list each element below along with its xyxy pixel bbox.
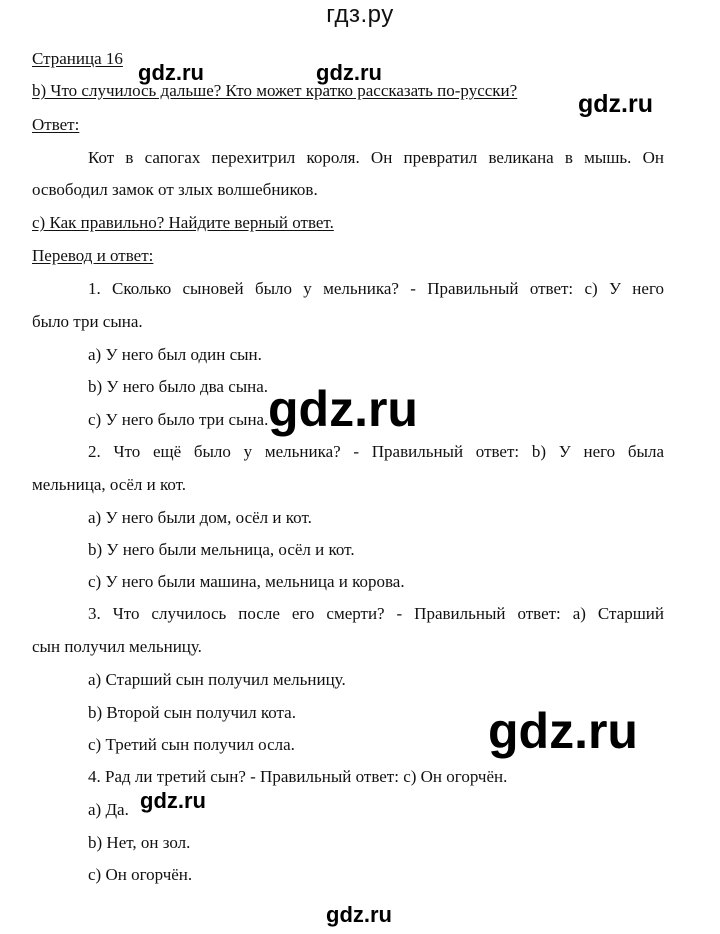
item-4-question: 4. Рад ли третий сын? - Правильный ответ: c) Он огорчён. xyxy=(88,767,508,786)
answer-label: Ответ: xyxy=(32,115,80,134)
item-4-option-b: b) Нет, он зол. xyxy=(88,833,191,852)
item-1-option-c: c) У него было три сына. xyxy=(88,410,269,429)
watermark-logo: gdz.ru xyxy=(488,703,638,759)
watermark-logo: gdz.ru xyxy=(140,788,206,813)
item-3-option-b: b) Второй сын получил кота. xyxy=(88,703,296,722)
answer-text-line2: освободил замок от злых волшебников. xyxy=(32,180,318,199)
question-c: c) Как правильно? Найдите верный ответ. xyxy=(32,213,334,232)
item-1-option-a: a) У него был один сын. xyxy=(88,345,262,364)
item-4-option-c: c) Он огорчён. xyxy=(88,865,193,884)
watermark-logo: gdz.ru xyxy=(578,90,653,118)
watermark-logo: gdz.ru xyxy=(268,381,418,437)
item-2-option-b: b) У него были мельница, осёл и кот. xyxy=(88,540,355,559)
item-3-option-c: c) Третий сын получил осла. xyxy=(88,735,295,754)
item-1-question-cont: было три сына. xyxy=(32,312,143,331)
item-4-option-a: a) Да. xyxy=(88,800,129,819)
watermark-logo: gdz.ru xyxy=(316,60,382,85)
site-header: гдз.ру xyxy=(326,1,394,28)
item-2-question-cont: мельница, осёл и кот. xyxy=(32,475,187,494)
question-b: b) Что случилось дальше? Кто может кратко рассказать по-русски? xyxy=(32,81,518,100)
item-2-option-a: a) У него были дом, осёл и кот. xyxy=(88,508,312,527)
item-1-option-b: b) У него было два сына. xyxy=(88,377,269,396)
translation-label: Перевод и ответ: xyxy=(32,246,154,265)
item-2-question: 2. Что ещё было у мельника? - Правильный ответ: b) У него была xyxy=(88,442,664,461)
watermark-logo: gdz.ru xyxy=(326,902,392,927)
answer-text-line1: Кот в сапогах перехитрил короля. Он превратил великана в мышь. Он xyxy=(88,148,664,167)
item-3-question-cont: сын получил мельницу. xyxy=(32,637,202,656)
page-label: Страница 16 xyxy=(32,49,123,68)
item-2-option-c: c) У него были машина, мельница и корова. xyxy=(88,572,405,591)
item-3-option-a: a) Старший сын получил мельницу. xyxy=(88,670,346,689)
item-3-question: 3. Что случилось после его смерти? - Правильный ответ: а) Старший xyxy=(88,604,664,623)
item-1-question: 1. Сколько сыновей было у мельника? - Правильный ответ: c) У него xyxy=(88,279,664,298)
watermark-logo: gdz.ru xyxy=(138,60,204,85)
